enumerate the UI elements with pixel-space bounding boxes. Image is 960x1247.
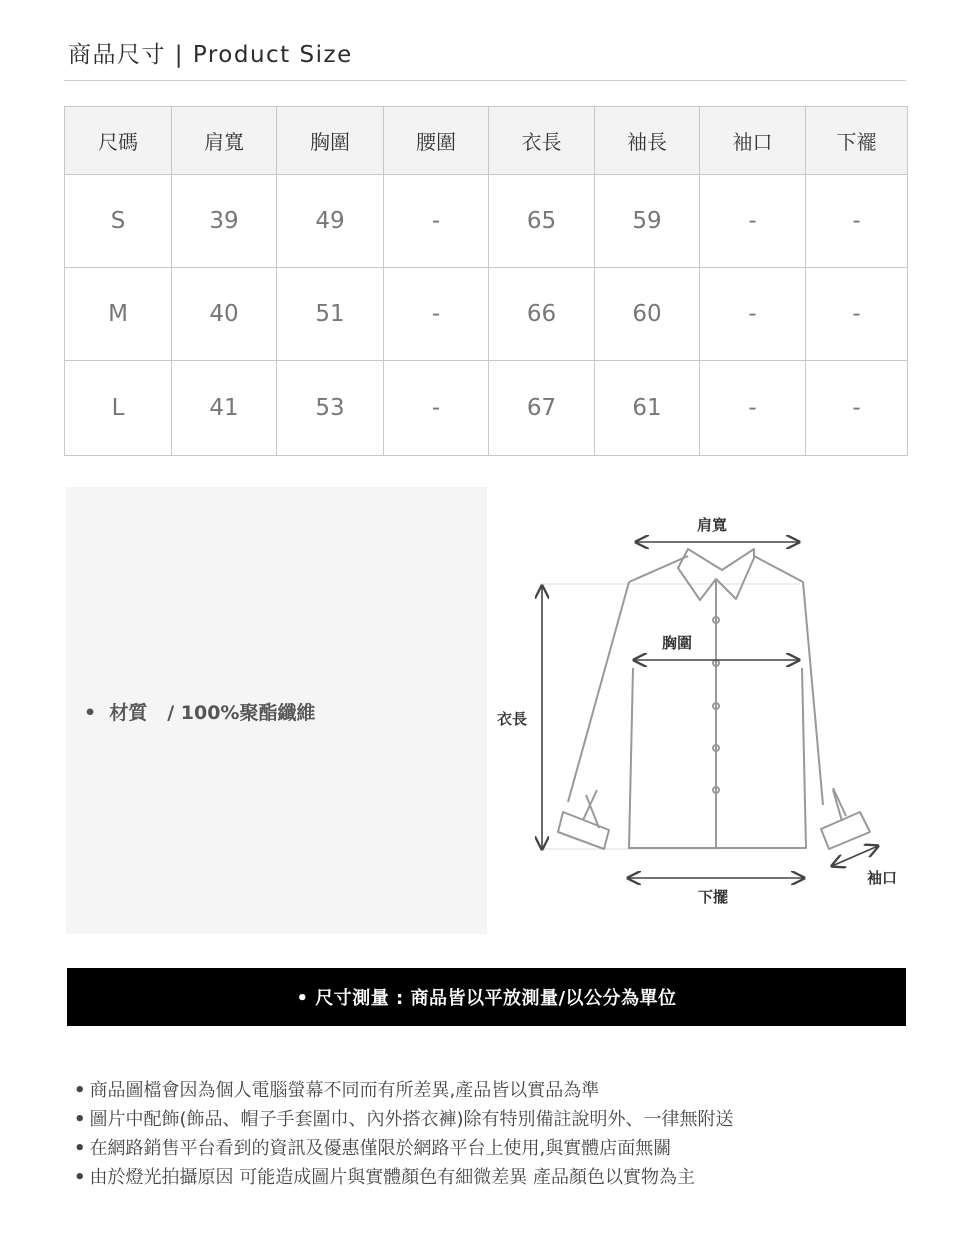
list-item xyxy=(74,1134,914,1163)
shirt-outline xyxy=(558,549,870,849)
header-length: 衣長 xyxy=(489,107,595,175)
table-cell: - xyxy=(384,175,489,268)
table-cell: - xyxy=(806,268,908,361)
size-table xyxy=(64,106,908,456)
table-cell: 53 xyxy=(277,361,384,456)
table-cell: 49 xyxy=(277,175,384,268)
cuff-arrow xyxy=(832,846,878,866)
table-cell: 59 xyxy=(595,175,700,268)
table-header-row xyxy=(65,107,908,175)
bullet: • xyxy=(74,1109,86,1130)
header-chest: 胸圍 xyxy=(277,107,384,175)
measurement-diagram xyxy=(490,500,920,920)
list-item xyxy=(74,1076,914,1105)
table-cell: - xyxy=(806,361,908,456)
header-waist: 腰圍 xyxy=(384,107,489,175)
table-cell: 66 xyxy=(489,268,595,361)
note-text: 商品圖檔會因為個人電腦螢幕不同而有所差異,產品皆以實品為準 xyxy=(89,1080,600,1101)
table-cell: - xyxy=(806,175,908,268)
hem-label: 下擺 xyxy=(698,888,729,906)
note-text: 圖片中配飾(飾品、帽子手套圍巾、內外搭衣褲)除有特別備註說明外、一律無附送 xyxy=(89,1109,734,1130)
chest-label: 胸圍 xyxy=(662,634,693,652)
shoulder-label: 肩寬 xyxy=(697,516,728,534)
table-cell: - xyxy=(700,268,806,361)
table-row xyxy=(65,268,908,361)
header-cuff: 袖口 xyxy=(700,107,806,175)
cuff-label: 袖口 xyxy=(867,869,898,887)
table-cell: 61 xyxy=(595,361,700,456)
table-cell: M xyxy=(65,268,172,361)
table-cell: S xyxy=(65,175,172,268)
table-row xyxy=(65,361,908,456)
header-hem: 下襬 xyxy=(806,107,908,175)
length-label: 衣長 xyxy=(497,710,528,728)
material-info: • 材質 / 100%聚酯纖維 xyxy=(84,702,316,724)
table-cell: 41 xyxy=(172,361,277,456)
note-text: 由於燈光拍攝原因 可能造成圖片與實體顏色有細微差異 產品顏色以實物為主 xyxy=(89,1167,695,1188)
table-cell: - xyxy=(700,361,806,456)
table-cell: L xyxy=(65,361,172,456)
header-sleeve-length: 袖長 xyxy=(595,107,700,175)
table-cell: 40 xyxy=(172,268,277,361)
table-cell: - xyxy=(700,175,806,268)
table-cell: 60 xyxy=(595,268,700,361)
banner-text: • 尺寸測量 : 商品皆以平放測量/以公分為單位 xyxy=(296,988,677,1009)
header-shoulder: 肩寬 xyxy=(172,107,277,175)
bullet: • xyxy=(74,1080,86,1101)
title-divider xyxy=(64,80,906,81)
bullet: • xyxy=(74,1138,86,1159)
list-item xyxy=(74,1105,914,1134)
list-item xyxy=(74,1163,914,1192)
table-cell: 39 xyxy=(172,175,277,268)
table-cell: 65 xyxy=(489,175,595,268)
table-row xyxy=(65,175,908,268)
table-cell: 67 xyxy=(489,361,595,456)
bullet: • xyxy=(74,1167,86,1188)
table-cell: - xyxy=(384,361,489,456)
table-cell: - xyxy=(384,268,489,361)
table-cell: 51 xyxy=(277,268,384,361)
page-title: 商品尺寸 | Product Size xyxy=(68,42,353,68)
notes-list xyxy=(74,1076,914,1192)
measurement-banner xyxy=(67,968,906,1026)
shirt-diagram xyxy=(490,500,920,920)
note-text: 在網路銷售平台看到的資訊及優惠僅限於網路平台上使用,與實體店面無關 xyxy=(89,1138,672,1159)
header-size: 尺碼 xyxy=(65,107,172,175)
